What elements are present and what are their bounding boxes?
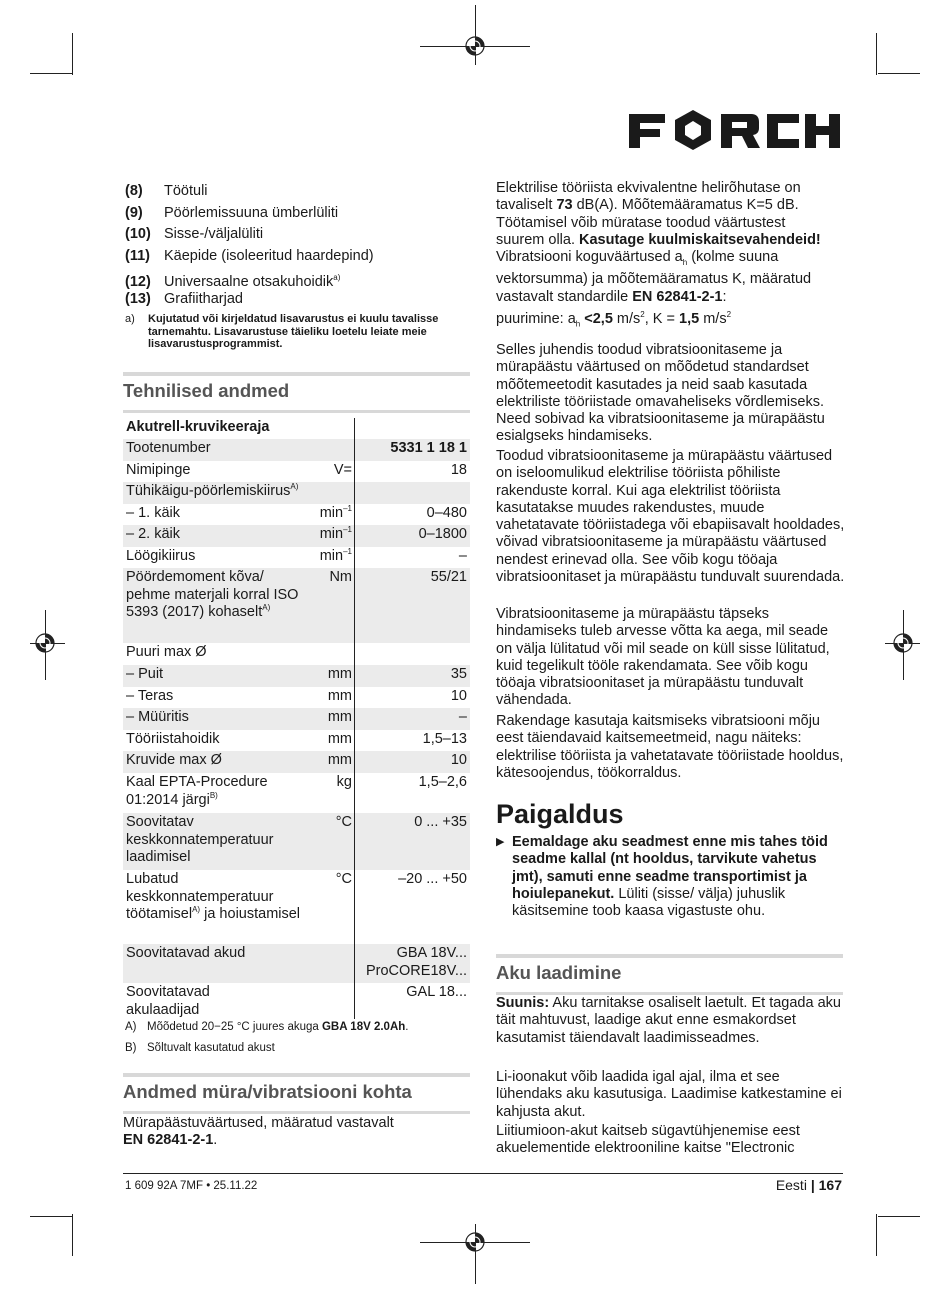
bullet-triangle-icon: ▶ — [496, 836, 505, 848]
row-label-text: Tühikäigu-pöörlemiskiirus — [126, 483, 291, 499]
table-row — [123, 983, 470, 1023]
row-label: Soovitatavad akulaadijad — [126, 984, 210, 1018]
row-unit: Nm — [329, 569, 352, 585]
table-row — [123, 687, 470, 708]
section-header-charging — [496, 954, 843, 988]
row-label: – Müüritis — [126, 709, 189, 725]
table-row — [123, 504, 470, 525]
subscript: h — [682, 258, 688, 268]
value-line: ProCORE18V... — [365, 962, 467, 979]
section-title: Aku laadimine — [496, 962, 622, 983]
item-label: Sisse-/väljalüliti — [164, 226, 264, 243]
unit-exponent: –1 — [343, 547, 352, 557]
row-value — [366, 945, 467, 980]
page-footer — [776, 1177, 842, 1193]
text-run: Vibratsiooni koguväärtused a — [496, 249, 683, 266]
registration-mark-icon — [464, 1231, 486, 1253]
footnote-mark: A) — [125, 1021, 137, 1033]
row-unit — [320, 505, 352, 523]
paragraph — [496, 995, 846, 1047]
row-unit: °C — [335, 814, 352, 830]
registration-mark-icon — [892, 632, 914, 654]
row-label-text: Lubatud keskkonnatemperatuur töötamisel — [126, 871, 274, 922]
noise-values-paragraph — [496, 180, 846, 333]
list-item — [125, 289, 475, 311]
text-line — [496, 306, 846, 333]
row-label: Puuri max Ø — [126, 644, 207, 660]
list-item — [125, 181, 475, 203]
text-run: , K = — [644, 310, 680, 327]
row-label — [126, 569, 301, 622]
registration-mark-icon — [464, 35, 486, 57]
crop-mark — [30, 73, 72, 74]
row-unit — [320, 548, 352, 566]
row-value: 55/21 — [430, 569, 467, 585]
table-row — [123, 439, 470, 461]
row-unit: mm — [327, 709, 352, 725]
row-label: Kruvide max Ø — [126, 752, 222, 768]
forch-logo — [627, 108, 842, 152]
crop-mark — [878, 1216, 920, 1217]
paragraph — [496, 1123, 846, 1158]
table-row — [123, 708, 470, 730]
footnote-bold: GBA 18V 2.0Ah — [321, 1021, 406, 1033]
parts-footnote — [125, 313, 470, 351]
text-run: suurem olla. — [496, 231, 580, 248]
paragraph — [496, 713, 846, 782]
footnote-text: Kujutatud või kirjeldatud lisavarustus ei kuulu tavalisse tarnemahtu. Lisavarustuse täieliku loetelu leiate meie lisavarustusprogrammist. — [148, 313, 439, 350]
table-header: Akutrell-kruvikeeraja — [126, 419, 270, 435]
row-unit: mm — [327, 752, 352, 768]
text-run: Aku tarnitakse osaliselt laetult. Et tagada aku täit mahtuvust, laadige akut enne esmakordset kasutamist täiendavalt laadimisseadmes. — [496, 995, 841, 1046]
text-run: vastavalt standardile — [496, 288, 633, 305]
table-row — [123, 751, 470, 773]
row-unit — [320, 526, 352, 544]
item-number: (9) — [125, 204, 143, 221]
row-value: 5331 1 18 1 — [390, 440, 467, 456]
row-value: – — [458, 709, 467, 725]
item-number: (12) — [125, 274, 151, 291]
paragraph-text: Vibratsioonitaseme ja mürapäästu täpseks hindamiseks tuleb arvesse võtta ka aega, mil seade on välja lülitatud või mil seade on küll sisse lülitatud, kuid tegelikult tööle rakendamata. See võib kogu tööaja vibratsioonitaset ja mürapäästu tunduvalt vähendada. — [496, 606, 830, 709]
table-footnote — [125, 1021, 408, 1033]
item-number: (8) — [125, 183, 143, 199]
text-line: Elektrilise tööriista ekvivalentne helirõhutase on — [496, 180, 801, 196]
paragraph-text: Rakendage kasutaja kaitsmiseks vibratsiooni mõju eest täiendavaid kaitsemeetmeid, nagu näiteks: elektrilise tööriista ja vahetatavate tööriistade hooldus, kätesoojendus, töökorraldus. — [496, 713, 844, 781]
text-run: tavaliselt — [496, 197, 557, 214]
paragraph-text: Toodud vibratsioonitaseme ja mürapäästu väärtused on iseloomulikud elektrilise tööriista põhiliste rakenduste korral. Kui aga elektrilist tööriista kasutatakse muudes rakendustes, muude vahetatavate tööriistadega või ebapiisavalt hooldades, võivad vibratsioonitaseme ja mürapäästu väärtused nendest erinevad olla. See võib kogu tööaja vibratsioonitaset ja mürapäästu tunduvalt suurendada. — [496, 448, 845, 586]
table-row — [123, 643, 470, 665]
table-row — [123, 461, 470, 482]
item-number: (13) — [125, 290, 151, 307]
text-line — [496, 232, 846, 249]
paragraph-text: Selles juhendis toodud vibratsioonitaseme ja mürapäästu väärtused on mõõdetud standardset mõõtemeetodit kasutades ja neid saab kasutada elektriliste tööriistade omavaheliseks võrdlemiseks. Need sobivad ka vibratsioonitaseme ja mürapäästu esialgseks hindamiseks. — [496, 342, 825, 445]
section-header-tech — [123, 372, 470, 406]
row-label: Nimipinge — [126, 462, 191, 478]
row-value: 1,5–2,6 — [418, 774, 467, 790]
item-label: Käepide (isoleeritud haardepind) — [164, 247, 374, 264]
section-title: Andmed müra/vibratsiooni kohta — [123, 1081, 412, 1102]
section-title: Tehnilised andmed — [123, 380, 290, 401]
table-row — [123, 665, 470, 687]
item-label: Pöörlemissuuna ümberlüliti — [164, 204, 339, 221]
footnote-mark: a) — [125, 313, 135, 325]
text-run: m/s — [612, 310, 641, 327]
item-number: (10) — [125, 226, 151, 243]
list-item — [125, 224, 475, 246]
table-divider — [354, 418, 355, 1019]
footnote-text: Mõõdetud 20−25 °C juures akuga — [147, 1021, 322, 1033]
row-value: 10 — [450, 752, 467, 768]
row-unit: °C — [335, 871, 352, 887]
crop-mark — [72, 33, 73, 75]
text-bold: Suunis: — [496, 995, 550, 1011]
footnote-text: . — [405, 1021, 409, 1033]
footnote-ref: A) — [262, 603, 271, 613]
superscript: 2 — [726, 309, 732, 319]
row-value: 35 — [450, 666, 467, 682]
item-number: (11) — [125, 247, 150, 264]
list-item — [125, 246, 475, 268]
crop-mark — [876, 1214, 877, 1256]
unit-text: min — [319, 505, 344, 521]
row-label: Tootenumber — [126, 440, 211, 456]
table-row — [123, 813, 470, 870]
footnote-text: Sõltuvalt kasutatud akust — [147, 1042, 275, 1054]
punctuation: . — [213, 1132, 218, 1149]
noise-intro — [123, 1115, 470, 1150]
language-label: Eesti — [775, 1177, 807, 1193]
table-row — [123, 568, 470, 643]
crop-mark — [30, 1216, 72, 1217]
row-value: –20 ... +50 — [398, 871, 467, 887]
crop-mark — [876, 33, 877, 75]
row-label — [126, 483, 386, 501]
row-label: Soovitatavad akud — [126, 945, 246, 961]
row-value: 10 — [450, 688, 467, 704]
unit-text: min — [319, 548, 344, 564]
superscript: 2 — [640, 309, 645, 319]
row-label: – Teras — [126, 688, 174, 704]
row-value: 0–480 — [426, 505, 467, 521]
value-line: GBA 18V... — [396, 945, 467, 961]
footnote-mark: B) — [125, 1042, 137, 1054]
bullet-text — [512, 834, 846, 920]
list-item — [125, 267, 475, 289]
row-label: Löögikiirus — [126, 548, 196, 564]
text-line: vektorsumma) ja mõõtemääramatus K, määratud — [496, 271, 812, 288]
row-value: 0–1800 — [418, 526, 467, 542]
paragraph — [496, 342, 846, 446]
noise-standard — [123, 1132, 470, 1149]
footnote-ref: a) — [333, 273, 341, 283]
page-number: 167 — [818, 1177, 842, 1193]
text-run: : — [722, 288, 727, 305]
subscript: h — [575, 319, 581, 329]
text-bold: EN 62841-2-1 — [632, 288, 723, 305]
table-row — [123, 944, 470, 983]
row-label: – 1. käik — [126, 505, 180, 521]
footnote-ref: A) — [290, 482, 299, 492]
row-value: 18 — [450, 462, 467, 478]
text-run: m/s — [699, 310, 727, 327]
footnote-ref: B) — [209, 790, 218, 800]
paragraph — [496, 1069, 846, 1121]
table-row — [123, 525, 470, 547]
row-unit: mm — [327, 731, 352, 747]
row-unit: mm — [327, 688, 352, 704]
table-header-row — [123, 418, 470, 439]
table-footnote — [125, 1042, 275, 1054]
text-bold: Kasutage kuulmiskaitsevahendeid! — [579, 231, 821, 248]
registration-mark-icon — [34, 632, 56, 654]
parts-list — [125, 181, 475, 311]
paragraph-text: Li-ioonakut võib laadida igal ajal, ilma et see lühendaks aku kasutusiga. Laadimise katkestamine ei kahjusta akut. — [496, 1069, 842, 1120]
bullet-rest: Lüliti (sisse/ välja) juhuslik käsitsemine toob kaasa vigastuste ohu. — [512, 885, 786, 920]
text-line — [496, 249, 846, 271]
text-run: dB(A). Mõõtemääramatus K=5 dB. — [572, 197, 799, 214]
table-row — [123, 482, 470, 504]
unit-text: min — [319, 526, 344, 542]
section-header-noise — [123, 1073, 470, 1107]
paragraph-text — [496, 995, 846, 1047]
text-line — [496, 197, 846, 214]
row-unit: V= — [333, 462, 352, 478]
row-label: Tööriistahoidik — [126, 731, 220, 747]
crop-mark — [72, 1214, 73, 1256]
row-value: GAL 18... — [406, 984, 467, 1000]
row-value: 1,5–13 — [422, 731, 467, 747]
list-item — [125, 203, 475, 225]
text-line: Töötamisel võib müratase toodud väärtustest — [496, 214, 786, 231]
crop-mark — [878, 73, 920, 74]
paragraph — [496, 606, 846, 710]
heading-install: Paigaldus — [496, 799, 624, 829]
standard-ref: EN 62841-2-1 — [123, 1132, 214, 1149]
row-label: – 2. käik — [126, 526, 180, 542]
footnote-ref: A) — [192, 905, 201, 915]
row-label-text: Pöördemoment kõva/ pehme materjali korral ISO 5393 (2017) kohaselt — [126, 569, 299, 620]
warning-bullet — [496, 834, 846, 920]
text-bold: 1,5 — [679, 310, 700, 327]
unit-exponent: –1 — [343, 504, 352, 514]
row-unit: mm — [327, 666, 352, 682]
text-run: puurimine: a — [496, 310, 576, 327]
text-run: (kolme suuna — [687, 249, 779, 266]
separator: | — [810, 1177, 815, 1193]
noise-intro-text: Mürapäästuväärtused, määratud vastavalt — [123, 1115, 394, 1131]
unit-exponent: –1 — [343, 525, 352, 535]
paragraph-text: Liitiumioon-akut kaitseb sügavtühjenemise eest akuelementide elektrooniline kaitse "Electronic — [496, 1123, 800, 1157]
row-label — [126, 871, 301, 924]
paragraph — [496, 448, 846, 586]
table-row — [123, 730, 470, 751]
item-label: Grafiitharjad — [164, 290, 243, 307]
row-unit: kg — [336, 774, 352, 790]
row-label: – Puit — [126, 666, 164, 682]
row-label-text: Kaal EPTA-Procedure 01:2014 järgi — [126, 774, 268, 808]
text-bold: 73 — [556, 197, 573, 214]
text-line — [496, 289, 846, 306]
table-row — [123, 547, 470, 568]
text-bold: <2,5 — [580, 310, 613, 327]
footer-rule — [123, 1173, 843, 1174]
item-label: Töötuli — [164, 183, 208, 199]
tech-data-table — [123, 418, 470, 1023]
row-label: Soovitatav keskkonnatemperatuur laadimisel — [126, 814, 274, 865]
table-row — [123, 870, 470, 944]
bullet-bold: Eemaldage aku seadmest enne mis tahes töid seadme kallal (nt hooldus, tarvikute vahetus jmt), samuti enne seadme transportimist ja hoiulepanekut. — [512, 834, 828, 902]
table-row — [123, 773, 470, 813]
document-code: 1 609 92A 7MF • 25.11.22 — [125, 1180, 258, 1192]
row-label — [126, 774, 296, 809]
row-value: – — [458, 548, 467, 564]
row-label-text: ja hoiustamisel — [200, 906, 301, 922]
row-value: 0 ... +35 — [414, 814, 467, 830]
item-label: Universaalne otsakuhoidik — [164, 274, 334, 291]
